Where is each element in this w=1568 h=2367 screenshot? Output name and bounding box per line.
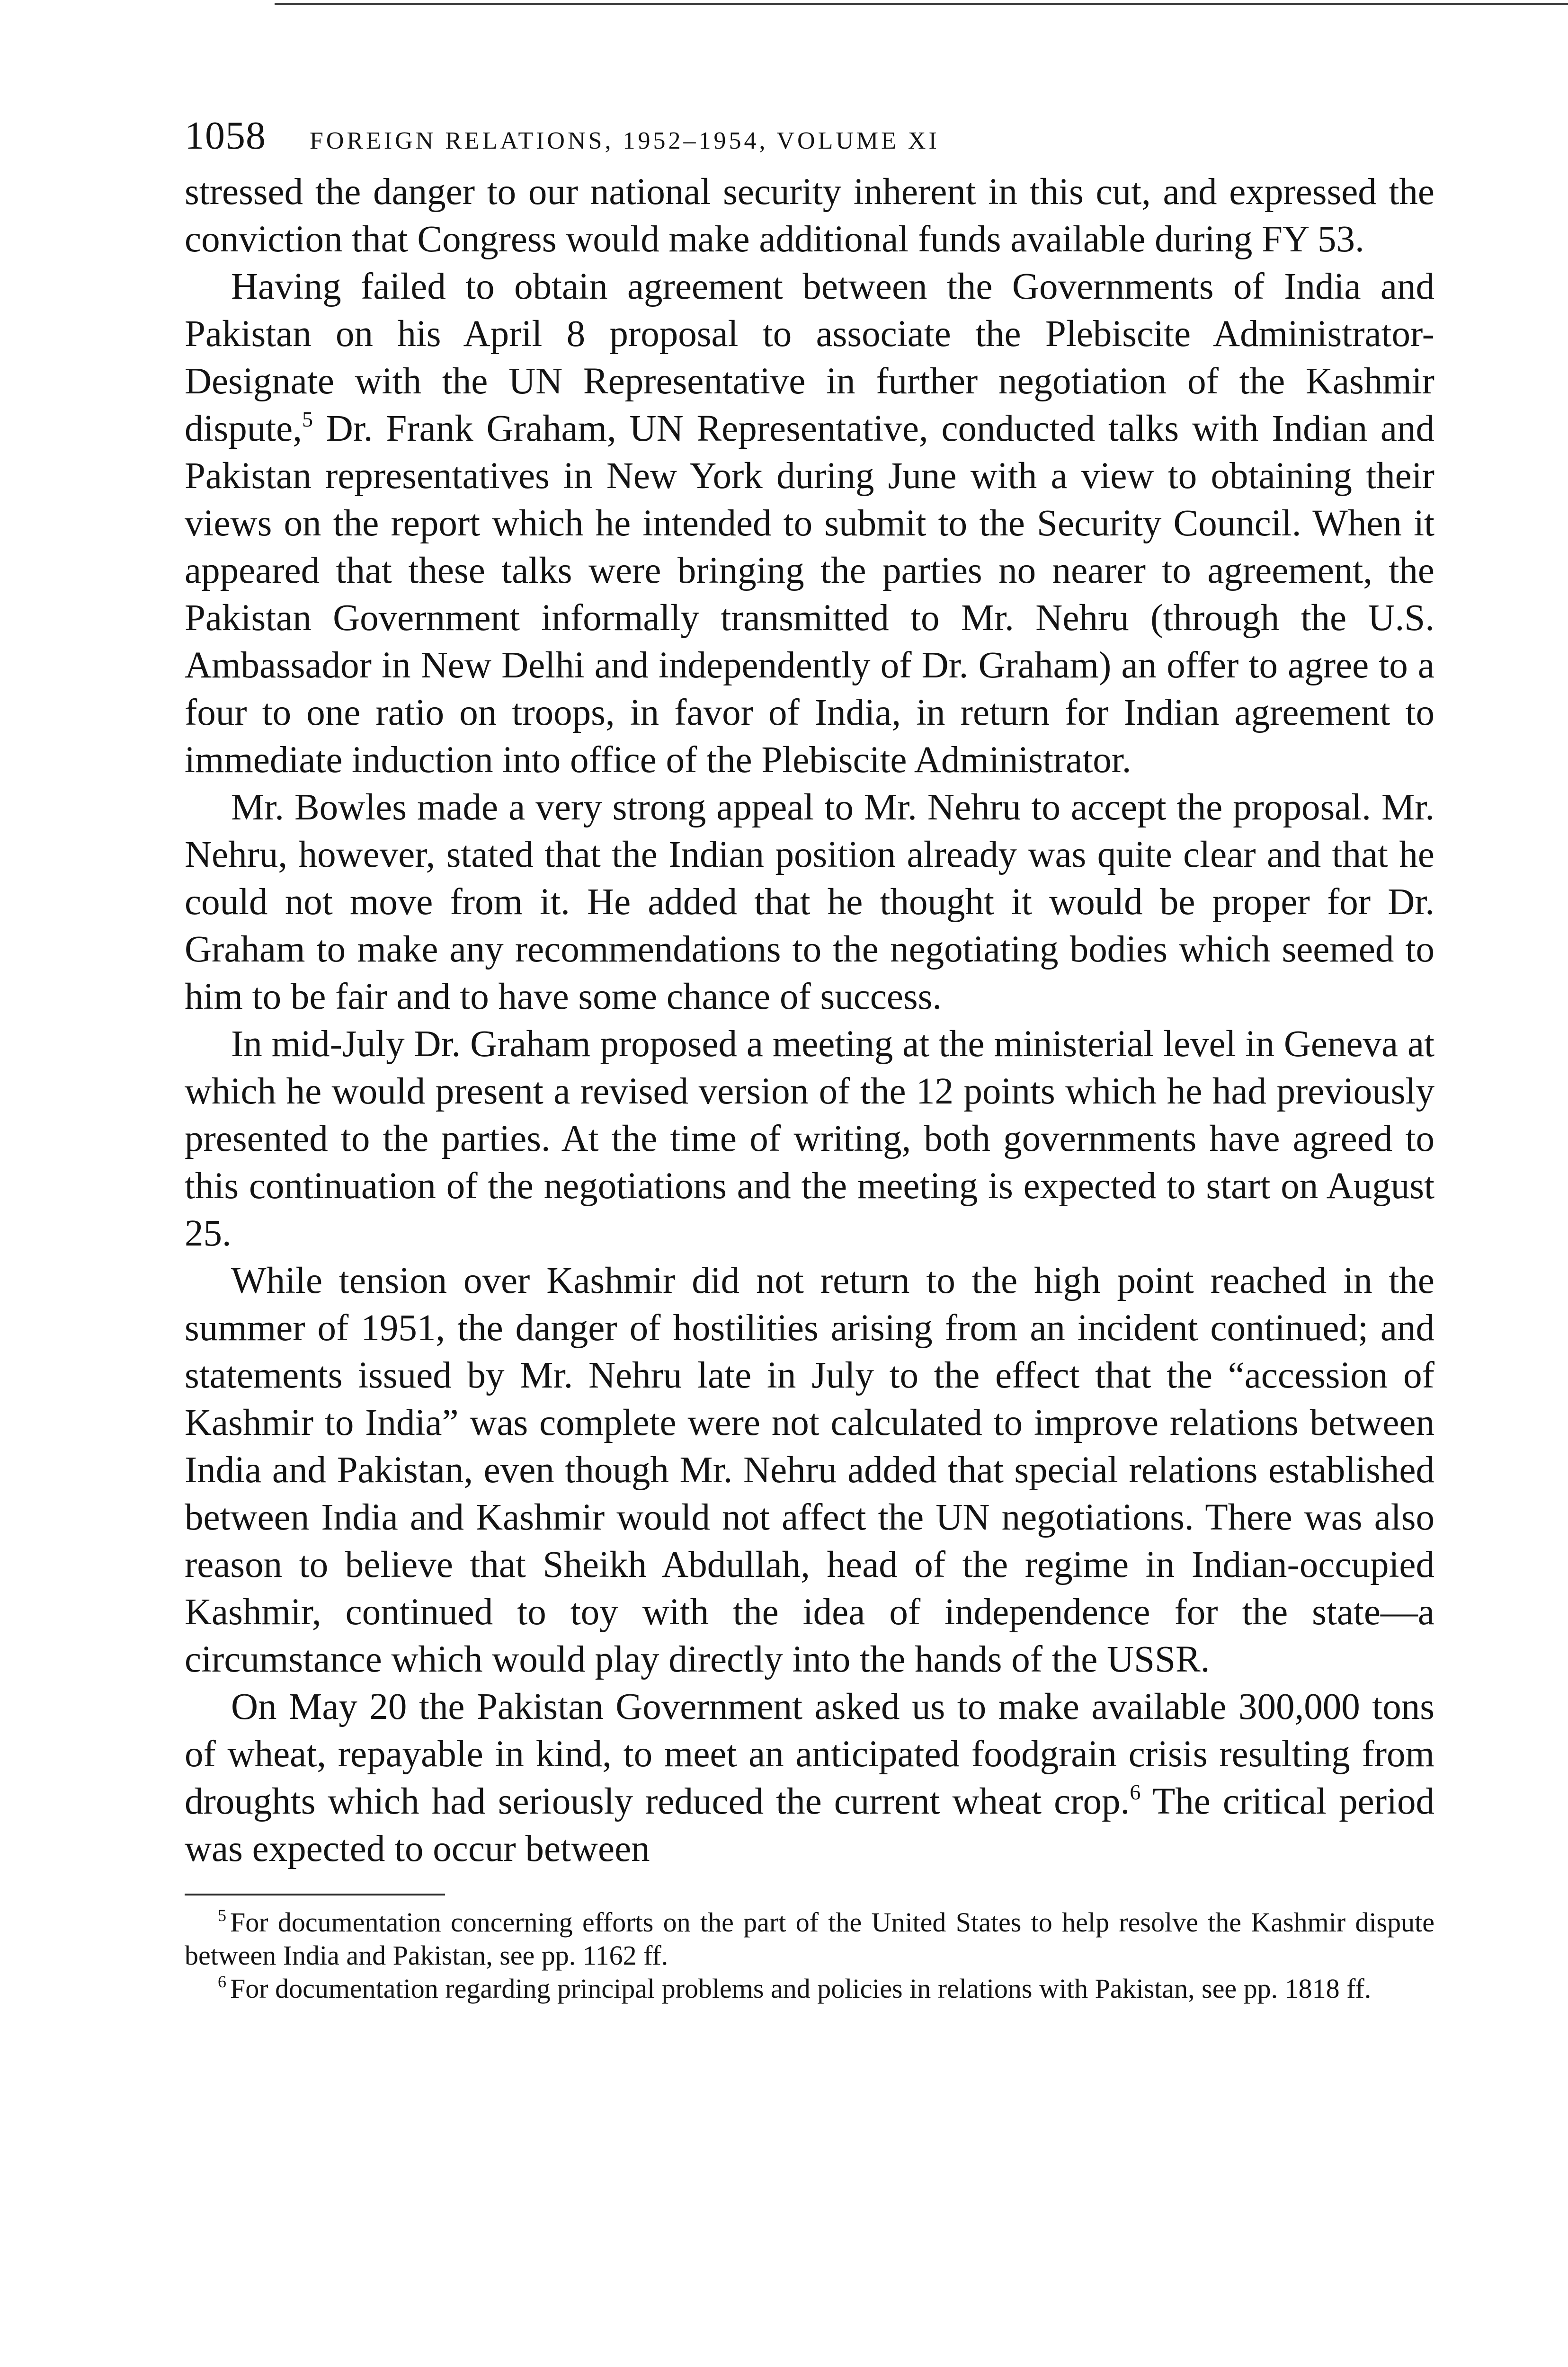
paragraph-text: On May 20 the Pakistan Government asked us to make available 300,000 tons of wheat, repayable in kind, to meet an anticipated foodgrain crisis resulting from droughts which had seriously reduced the current wheat crop. [185,1686,1434,1822]
paragraph-text: Dr. Frank Graham, UN Representative, conducted talks with Indian and Pakistan representatives in New York during June with a view to obtaining their views on the report which he intended to submit to the Security Council. When it appeared that these talks were bringing the parties no nearer to agreement, the Pakistan Government informally transmitted to Mr. Nehru (through the U.S. Ambassador in New Delhi and independently of Dr. Graham) an offer to agree to a four to one ratio on troops, in favor of India, in return for Indian agreement to immediate induction into office of the Plebiscite Administrator. [185,408,1434,781]
footnote-divider [185,1894,445,1895]
footnote-marker: 5 [218,1906,226,1925]
footnote-reference-5[interactable]: 5 [302,407,313,431]
running-title: FOREIGN RELATIONS, 1952–1954, VOLUME XI [310,127,940,154]
paragraph-bowles-appeal: Mr. Bowles made a very strong appeal to Mr. Nehru to accept the proposal. Mr. Nehru, however, stated that the Indian position already was quite clear and that he could not move from it. He added that he thought it would be proper for Dr. Graham to make any recommendations to the negotiating bodies which seemed to him to be fair and to have some chance of success. [185,787,1434,1017]
footnote-marker: 6 [218,1972,226,1991]
paragraph-continuation: stressed the danger to our national security inherent in this cut, and expressed the conviction that Congress would make additional funds available during FY 53. [185,171,1434,260]
footnote-text: For documentation concerning efforts on the part of the United States to help resolve the Kashmir dispute between India and Pakistan, see pp. 1162 ff. [185,1907,1434,1971]
top-page-rule [275,3,1568,5]
paragraph-graham-talks [185,263,1434,784]
paragraph-wheat-request [185,1683,1434,1873]
footnotes [185,1906,1434,2005]
footnote-5 [185,1906,1434,1972]
page-number: 1058 [185,114,266,158]
paragraph-text: The critical period was expected to occur between [185,1781,1434,1869]
running-head [185,113,1434,165]
document-page [185,113,1434,2005]
footnote-reference-6[interactable]: 6 [1130,1780,1141,1804]
footnote-text: For documentation regarding principal problems and policies in relations with Pakistan, see pp. 1818 ff. [230,1973,1372,2004]
paragraph-geneva-meeting: In mid-July Dr. Graham proposed a meeting at the ministerial level in Geneva at which he would present a revised version of the 12 points which he had previously presented to the parties. At the time of writing, both governments have agreed to this continuation of the negotiations and the meeting is expected to start on August 25. [185,1023,1434,1254]
paragraph-text: Having failed to obtain agreement between the Governments of India and Pakistan on his April 8 proposal to associate the Plebiscite Administrator-Designate with the UN Representative in further negotiation of the Kashmir dispute, [185,266,1434,449]
paragraph-kashmir-tension: While tension over Kashmir did not return to the high point reached in the summer of 1951, the danger of hostilities arising from an incident continued; and statements issued by Mr. Nehru late in July to the effect that the “accession of Kashmir to India” was complete were not calculated to improve relations between India and Pakistan, even though Mr. Nehru added that special relations established between India and Kashmir would not affect the UN negotiations. There was also reason to believe that Sheikh Abdullah, head of the regime in Indian-occupied Kashmir, continued to toy with the idea of independence for the state—a circumstance which would play directly into the hands of the USSR. [185,1260,1434,1680]
footnote-6 [185,1972,1434,2005]
body-text [185,169,1434,1873]
